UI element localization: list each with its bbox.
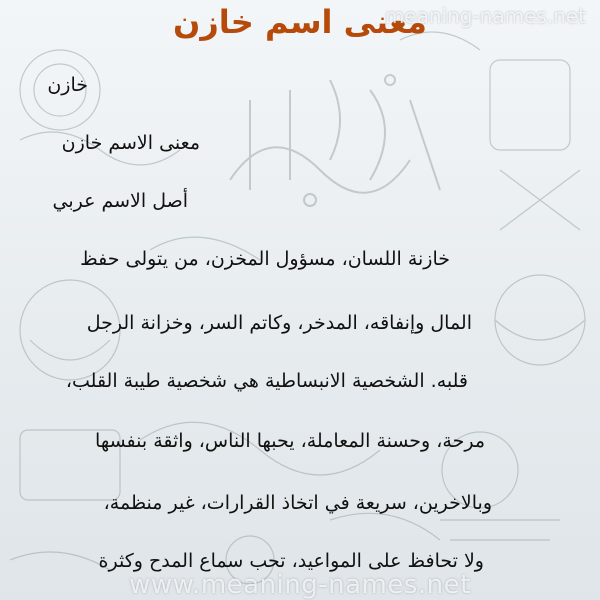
meaning-heading-line: معنى الاسم خازن xyxy=(61,132,200,154)
origin-line: أصل الاسم عربي xyxy=(52,190,188,212)
description-line: قلبه. الشخصية الانبساطية هي شخصية طيبة القلب، xyxy=(65,370,468,392)
watermark-bottom: www.meaning-names.net xyxy=(129,570,471,600)
description-line: ولا تحافظ على المواعيد، تحب سماع المدح وكثرة xyxy=(98,550,484,572)
calligraphy-logo xyxy=(210,60,470,220)
description-line: وبالاخرين، سريعة في اتخاذ القرارات، غير منظمة، xyxy=(103,492,492,514)
page-title: معنى اسم خازن xyxy=(173,3,427,41)
watermark-top: meaning-names.net xyxy=(384,4,586,28)
name-line: خازن xyxy=(47,74,88,96)
description-line: المال وإنفاقه، المدخر، وكاتم السر، وخزانة الرجل xyxy=(86,312,472,334)
description-line: مرحة، وحسنة المعاملة، يحبها الناس، واثقة بنفسها xyxy=(95,430,485,452)
description-line: خازنة اللسان، مسؤول المخزن، من يتولى حفظ xyxy=(80,248,450,270)
